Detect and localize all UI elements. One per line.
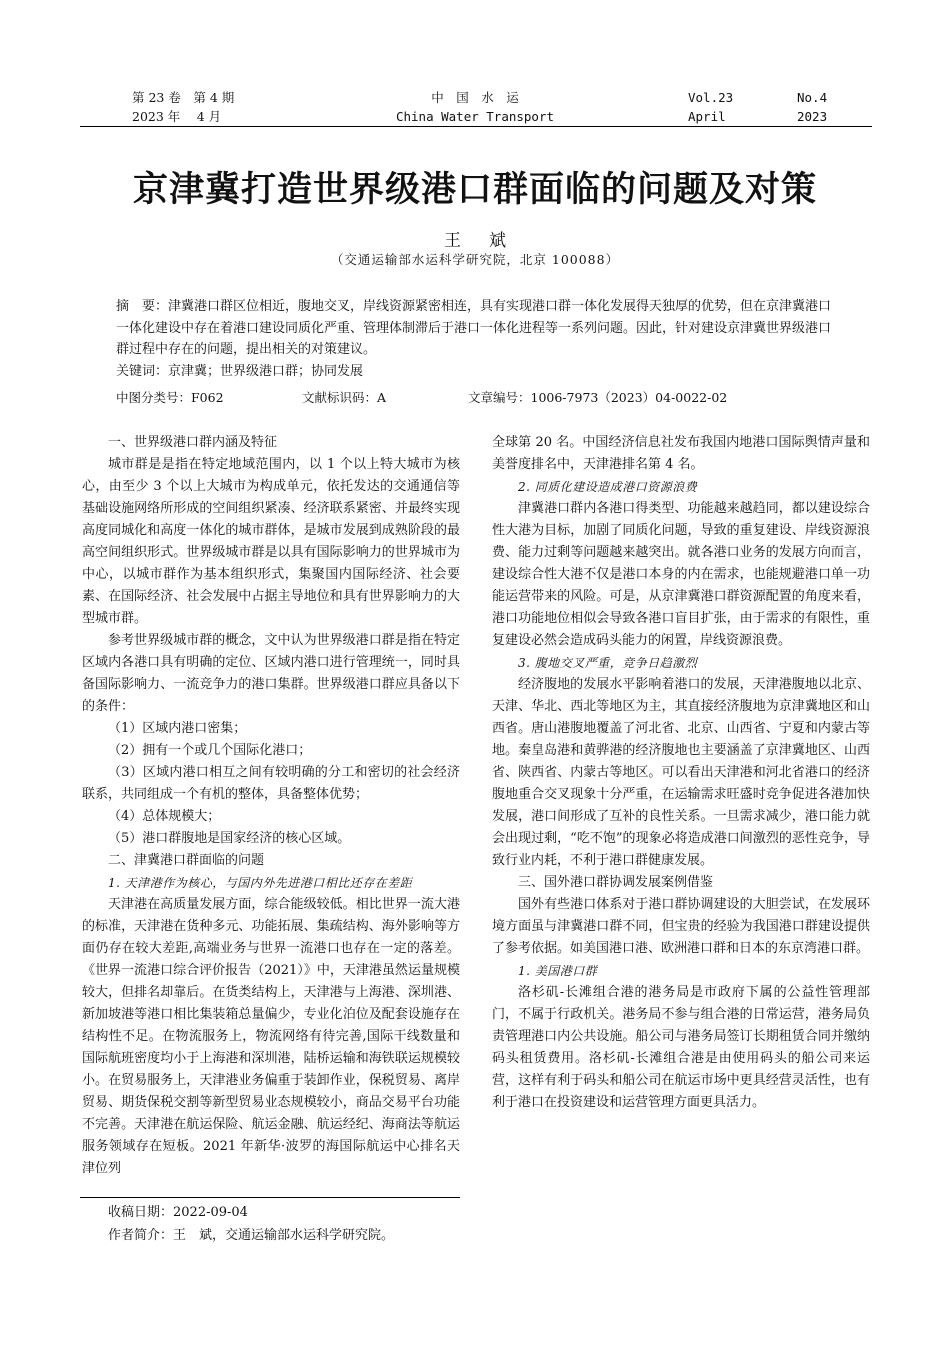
author-affiliation: （交通运输部水运科学研究院，北京 100088）: [330, 252, 620, 267]
article-title: 京津冀打造世界级港口群面临的问题及对策: [132, 169, 817, 210]
header-year-month: 2023 年 4 月: [132, 109, 222, 124]
subsection-heading: 1. 美国港口群: [518, 964, 598, 978]
header-rule: [80, 126, 872, 127]
article-number: 文章编号：1006-7973（2023）04-0022-02: [468, 390, 728, 405]
paragraph: 参考世界级城市群的概念，文中认为世界级港口群是指在特定区域内各港口具有明确的定位、区域内港口进行管理统一，同时具备国际影响力、一流竞争力的港口集群。世界级港口群应具备以下的条件：: [82, 633, 460, 714]
received-date: 收稿日期：2022-09-04: [108, 1205, 248, 1220]
header-no-en: [797, 88, 827, 126]
left-column: [82, 432, 460, 1180]
section-heading: 三、国外港口群协调发展案例借鉴: [518, 875, 714, 890]
paragraph: （4）总体规模大；: [108, 809, 221, 824]
paragraph: 津冀港口群内各港口得类型、功能越来越趋同，都以建设综合性大港为目标，加剧了同质化问题，导致的重复建设、岸线资源浪费、能力过剩等问题越来越突出。就各港口业务的发展方向而言，建设综合性大港不仅是港口本身的内在需求，也能规避港口单一功能运营带来的风险。可是，从京津冀港口群资源配置的角度来看，港口功能地位相似会导致各港口盲目扩张，由于需求的有限性，重复建设必然会造成码头能力的闲置，岸线资源浪费。: [492, 501, 870, 648]
header-volume-en: Vol.23: [688, 90, 734, 105]
subsection-heading: 1. 天津港作为核心，与国内外先进港口相比还存在差距: [108, 876, 413, 890]
header-volume-issue: 第 23 卷 第 4 期: [132, 90, 235, 105]
paragraph: 国外有些港口体系对于港口群协调建设的大胆尝试，在发展环境方面虽与津冀港口群不同，但宝贵的经验为我国港口群建设提供了参考依据。如美国港口港、欧洲港口群和日本的东京湾港口群。: [492, 897, 870, 956]
paragraph: （5）港口群腹地是国家经济的核心区域。: [108, 831, 351, 846]
section-heading: 二、津冀港口群面临的问题: [108, 853, 265, 868]
header-month-en: April: [688, 109, 726, 124]
author-name: 王斌: [444, 231, 534, 251]
section-heading: 一、世界级港口群内涵及特征: [108, 435, 278, 450]
author-bio: 作者简介：王 斌，交通运输部水运科学研究院。: [108, 1228, 395, 1243]
paragraph: 城市群是是指在特定地域范围内，以 1 个以上特大城市为核心，由至少 3 个以上大城市为构成单元，依托发达的交通通信等基础设施网络所形成的空间组织紧凑、经济联系紧密、并最终实现高度同城化和高度一体化的城市群体，是城市发展到成熟阶段的最高空间组织形式。世界级城市群是以具有国际影响力的世界城市为中心，以城市群作为基本组织形式，集聚国内国际经济、社会要素、在国际经济、社会发展中占据主导地位和具有世界影响力的大型城市群。: [82, 457, 460, 626]
paragraph: 天津港在高质量发展方面，综合能级较低。相比世界一流大港的标准，天津港在货种多元、功能拓展、集疏结构、海外影响等方面仍存在较大差距,高端业务与世界一流港口也存在一定的落差。《世界一流港口综合评价报告（2021）》中，天津港虽然运量规模较大，但排名却靠后。在货类结构上，天津港与上海港、深圳港、新加坡港等港口相比集装箱总量偏少，专业化泊位及配套设施存在结构性不足。在物流服务上，物流网络有待完善,国际干线数量和国际航班密度均小于上海港和深圳港，陆桥运输和海铁联运规模较小。在贸易服务上，天津港业务偏重于装卸作业，保税贸易、离岸贸易、期货保税交割等新型贸易业态规模较小，商品交易平台功能不完善。天津港在航运保险、航运金融、航运经纪、海商法等航运服务领域存在短板。2021 年新华·波罗的海国际航运中心排名天津位列: [82, 897, 460, 1176]
header-number-en: No.4: [797, 90, 828, 105]
footnote-rule: [80, 1197, 460, 1198]
paragraph: （2）拥有一个或几个国际化港口；: [108, 743, 312, 758]
paragraph: （1）区域内港口密集；: [108, 721, 247, 736]
paragraph: （3）区域内港口相互之间有较明确的分工和密切的社会经济联系，共同组成一个有机的整体，具备整体优势；: [82, 765, 460, 802]
document-code: 文献标识码：A: [302, 390, 387, 405]
keywords: 关键词：京津冀；世界级港口群；协同发展: [116, 363, 364, 379]
right-column: [492, 432, 870, 1114]
header-year-en: 2023: [797, 109, 828, 124]
abstract-block: [116, 296, 838, 382]
abstract-text: 摘 要：津冀港口群区位相近，腹地交叉，岸线资源紧密相连，具有实现港口群一体化发展得天独厚的优势，但在京津冀港口一体化建设中存在着港口建设同质化严重、管理体制滞后于港口一体化进程等一系列问题。因此，针对建设京津冀世界级港口群过程中存在的问题，提出相关的对策建议。: [116, 299, 832, 357]
paragraph: 洛杉矶-长滩组合港的港务局是市政府下属的公益性管理部门，不属于行政机关。港务局不参与组合港的日常运营，港务局负责管理港口内公共设施。船公司与港务局签订长期租赁合同并缴纳码头租赁费用。洛杉矶-长滩组合港是由使用码头的船公司来运营，这样有利于码头和船公司在航运市场中更具经营灵活性，也有利于港口在投资建设和运营管理方面更具活力。: [492, 985, 870, 1110]
paragraph: 全球第 20 名。中国经济信息社发布我国内地港口国际舆情声量和美誉度排名中，天津港排名第 4 名。: [492, 435, 870, 472]
header-journal-en: China Water Transport: [395, 109, 555, 124]
subsection-heading: 3. 腹地交叉严重，竞争日趋激烈: [518, 656, 698, 670]
subsection-heading: 2. 同质化建设造成港口资源浪费: [518, 480, 698, 494]
paragraph: 经济腹地的发展水平影响着港口的发展，天津港腹地以北京、天津、华北、西北等地区为主，其直接经济腹地为京津冀地区和山西省。唐山港腹地覆盖了河北省、北京、山西省、宁夏和内蒙古等地。秦皇岛港和黄骅港的经济腹地也主要涵盖了京津冀地区、山西省、陕西省、内蒙古等地区。可以看出天津港和河北省港口的经济腹地重合交叉现象十分严重，在运输需求旺盛时竞争促进各港加快发展，港口间形成了互补的良性关系。一旦需求减少，港口能力就会出现过剩，“吃不饱”的现象必将造成港口间激烈的恶性竞争，导致行业内耗，不利于港口群健康发展。: [492, 677, 870, 868]
header-journal-cn: 中 国 水 运: [431, 90, 519, 105]
clc-code: 中图分类号：F062: [116, 390, 224, 405]
header-vol-en: [688, 88, 733, 126]
